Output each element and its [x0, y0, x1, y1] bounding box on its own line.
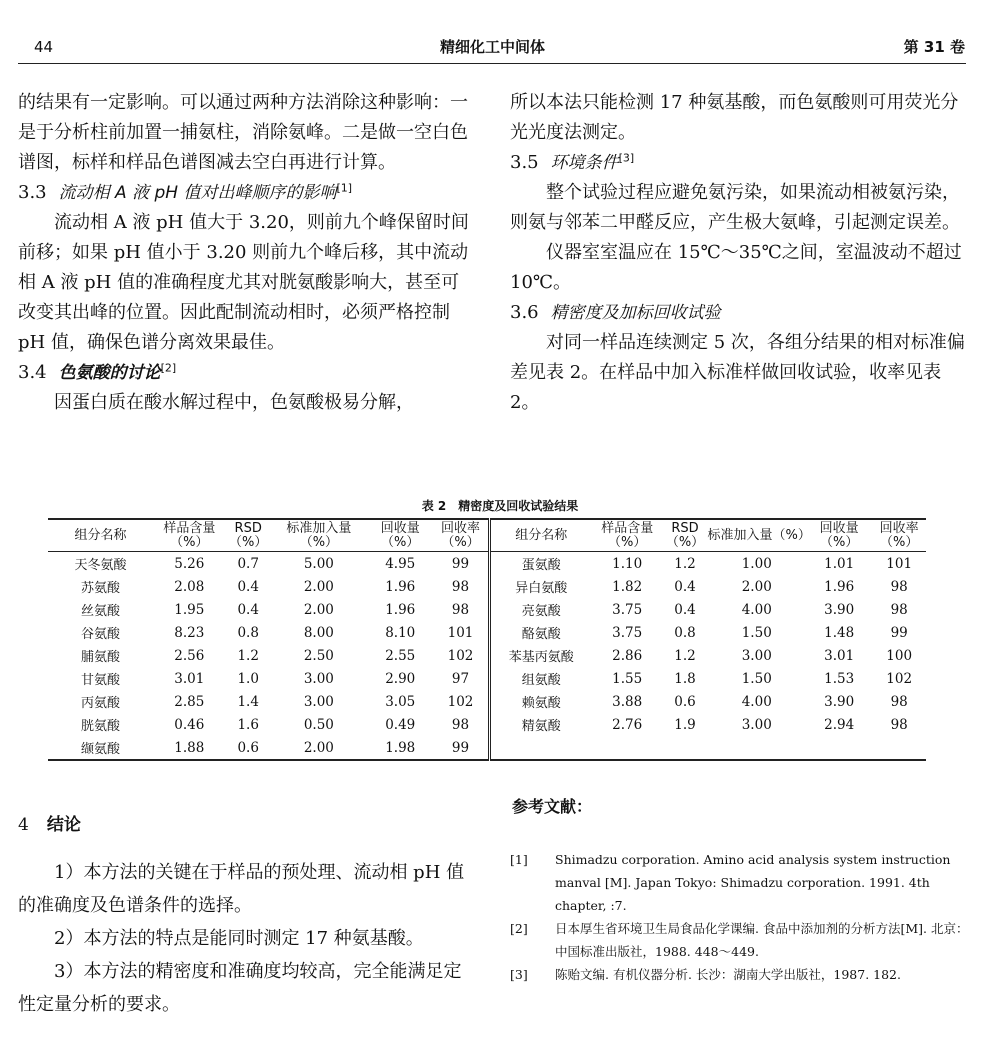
header-cell: 样品含量（%）: [592, 519, 663, 552]
header-rule: [18, 63, 966, 64]
paragraph: 所以本法只能检测 17 种氨基酸，而色氨酸则可用荧光分光光度法测定。: [510, 92, 959, 143]
running-header: [20, 36, 965, 60]
paragraph: 整个试验过程应避免氨污染，如果流动相被氨污染，则氨与邻苯二甲醛反应，产生极大氨峰，引起测定误差。: [510, 182, 960, 233]
conclusion-item: 1）本方法的关键在于样品的预处理、流动相 pH 值的准确度及色谱条件的选择。: [18, 862, 465, 916]
value-cell: 0.7: [237, 555, 259, 572]
section-heading-3-5: 3.5 环境条件[3]: [510, 151, 635, 173]
table-row: [48, 713, 926, 736]
value-cell: 0.4: [674, 578, 696, 595]
value-cell: 98: [433, 598, 489, 621]
header-cell: 标准加入量（%）: [271, 519, 367, 552]
header-cell: 回收率（%）: [433, 519, 489, 552]
conclusion-body: [18, 856, 473, 1021]
value-cell: 1.48: [824, 624, 855, 641]
value-cell: 1.8: [674, 670, 696, 687]
value-cell: 102: [433, 690, 489, 713]
value-cell: 1.4: [237, 693, 259, 710]
value-cell: 98: [890, 693, 908, 710]
amino-acid-name-cell: 谷氨酸: [80, 627, 120, 642]
value-cell: 1.01: [824, 555, 855, 572]
value-cell: 2.76: [612, 716, 643, 733]
value-cell: 1.00: [741, 555, 772, 572]
conclusion-item: 2）本方法的特点是能同时测定 17 种氨基酸。: [54, 928, 424, 949]
amino-acid-name-cell: 赖氨酸: [521, 696, 561, 711]
value-cell: 0.6: [674, 693, 696, 710]
amino-acid-name-cell: 精氨酸: [521, 719, 561, 734]
value-cell: 2.86: [612, 647, 643, 664]
header-cell: RSD（%）: [226, 519, 271, 552]
value-cell: 4.00: [741, 693, 772, 710]
value-cell: 0.4: [237, 578, 259, 595]
value-cell: 1.2: [674, 647, 696, 664]
table-row: [48, 575, 926, 598]
paragraph: 的结果有一定影响。可以通过两种方法消除这种影响：一是于分析柱前加置一捕氨柱，消除氨峰。二是做一空白色谱图，标样和样品色谱图减去空白再进行计算。: [18, 92, 468, 173]
value-cell: 1.82: [612, 578, 643, 595]
value-cell: 99: [433, 552, 489, 576]
header-cell: 回收量（%）: [367, 519, 433, 552]
value-cell: 0.4: [237, 601, 259, 618]
value-cell: 1.96: [824, 578, 855, 595]
volume-label: 第 31 卷: [903, 38, 965, 56]
value-cell: [708, 736, 807, 760]
value-cell: 101: [433, 621, 489, 644]
header-cell: 组分名称: [48, 519, 153, 552]
value-cell: 99: [890, 624, 908, 641]
conclusion-heading: 4 结论: [18, 815, 81, 835]
amino-acid-name-cell: 丝氨酸: [80, 604, 120, 619]
value-cell: 98: [890, 578, 908, 595]
value-cell: 2.56: [174, 647, 205, 664]
amino-acid-name-cell: [489, 736, 592, 760]
paragraph: 流动相 A 液 pH 值大于 3.20，则前九个峰保留时间前移；如果 pH 值小于 3.20 则前九个峰后移，其中流动相 A 液 pH 值的准确程度尤其对胱氨酸影响大，甚至可改变其出峰的位置。因此配制流动相时，必须严格控制 pH 值，确保色谱分离效果最佳。: [18, 212, 469, 353]
amino-acid-name-cell: 缬氨酸: [48, 736, 153, 760]
amino-acid-name-cell: 酪氨酸: [521, 627, 561, 642]
value-cell: 2.55: [385, 647, 416, 664]
value-cell: 8.10: [385, 624, 416, 641]
amino-acid-name-cell: 甘氨酸: [80, 673, 120, 688]
right-column: [510, 88, 968, 418]
value-cell: 4.00: [741, 601, 772, 618]
value-cell: 1.50: [741, 624, 772, 641]
value-cell: 5.26: [174, 555, 205, 572]
page-number: 44: [34, 38, 54, 56]
value-cell: 3.01: [174, 670, 205, 687]
table-row: [48, 552, 926, 576]
header-cell: 样品含量（%）: [153, 519, 226, 552]
value-cell: 3.75: [612, 624, 643, 641]
header-cell: RSD（%）: [663, 519, 708, 552]
amino-acid-name-cell: 蛋氨酸: [521, 558, 561, 573]
value-cell: 3.00: [303, 693, 334, 710]
value-cell: 99: [433, 736, 489, 760]
conclusion-item: 3）本方法的精密度和准确度均较高，完全能满足定性定量分析的要求。: [18, 961, 462, 1015]
value-cell: 102: [433, 644, 489, 667]
references-heading: 参考文献：: [512, 797, 593, 816]
amino-acid-name-cell: 苯基丙氨酸: [508, 650, 574, 665]
value-cell: 2.00: [303, 601, 334, 618]
value-cell: 0.6: [226, 736, 271, 760]
value-cell: 0.50: [303, 716, 334, 733]
header-cell: 回收量（%）: [806, 519, 872, 552]
amino-acid-name-cell: 异白氨酸: [515, 581, 568, 596]
value-cell: 1.6: [237, 716, 259, 733]
value-cell: 98: [890, 601, 908, 618]
paragraph: 因蛋白质在酸水解过程中，色氨酸极易分解，: [54, 392, 414, 413]
value-cell: 3.00: [741, 716, 772, 733]
value-cell: 1.9: [674, 716, 696, 733]
reference-item: [2] 日本厚生省环境卫生局食品化学课编. 食品中添加剂的分析方法[M]. 北京：中国标准出版社，1988. 448～449.: [510, 921, 969, 959]
amino-acid-name-cell: 天冬氨酸: [74, 558, 127, 573]
section-heading-3-4: 3.4 色氨酸的讨论[2]: [18, 361, 177, 383]
amino-acid-name-cell: 苏氨酸: [80, 581, 120, 596]
value-cell: 0.8: [674, 624, 696, 641]
value-cell: 2.90: [385, 670, 416, 687]
table-row: [48, 667, 926, 690]
value-cell: 1.2: [674, 555, 696, 572]
value-cell: 0.8: [237, 624, 259, 641]
value-cell: 1.55: [612, 670, 643, 687]
table-header-row: [48, 519, 926, 552]
table-row: [48, 644, 926, 667]
value-cell: 4.95: [385, 555, 416, 572]
left-column: [18, 88, 473, 418]
value-cell: 102: [886, 670, 913, 687]
paragraph: 对同一样品连续测定 5 次，各组分结果的相对标准偏差见表 2。在样品中加入标准样做回收试验，收率见表 2。: [510, 332, 965, 413]
value-cell: 8.23: [174, 624, 205, 641]
table-caption: 表 2 精密度及回收试验结果: [421, 499, 579, 513]
amino-acid-name-cell: 组氨酸: [521, 673, 561, 688]
amino-acid-name-cell: 亮氨酸: [521, 604, 561, 619]
amino-acid-name-cell: 胱氨酸: [80, 719, 120, 734]
value-cell: 0.4: [674, 601, 696, 618]
value-cell: 97: [433, 667, 489, 690]
value-cell: 98: [433, 575, 489, 598]
value-cell: 1.2: [237, 647, 259, 664]
value-cell: 3.90: [824, 601, 855, 618]
table-row: [48, 736, 926, 760]
value-cell: 0.49: [385, 716, 416, 733]
value-cell: 98: [890, 716, 908, 733]
value-cell: 98: [433, 713, 489, 736]
reference-item: [1] Shimadzu corporation. Amino acid analysis system instruction manval [M]. Japan Tokyo: Shimadzu corporation. 1991. 4th chapter, :7.: [510, 852, 951, 913]
value-cell: 3.75: [612, 601, 643, 618]
table-row: [48, 621, 926, 644]
value-cell: 8.00: [303, 624, 334, 641]
value-cell: 1.95: [174, 601, 205, 618]
value-cell: 3.01: [824, 647, 855, 664]
value-cell: 1.10: [612, 555, 643, 572]
value-cell: 2.85: [174, 693, 205, 710]
references-list: [510, 848, 970, 986]
value-cell: 2.00: [303, 578, 334, 595]
value-cell: 5.00: [303, 555, 334, 572]
value-cell: 1.0: [237, 670, 259, 687]
value-cell: 3.90: [824, 693, 855, 710]
value-cell: [806, 736, 872, 760]
value-cell: 1.53: [824, 670, 855, 687]
value-cell: 1.88: [153, 736, 226, 760]
value-cell: 1.98: [367, 736, 433, 760]
value-cell: 1.96: [385, 601, 416, 618]
header-cell: 标准加入量（%）: [708, 519, 807, 552]
value-cell: 1.96: [385, 578, 416, 595]
amino-acid-name-cell: 脯氨酸: [80, 650, 120, 665]
value-cell: 2.08: [174, 578, 205, 595]
value-cell: [663, 736, 708, 760]
value-cell: 2.94: [824, 716, 855, 733]
value-cell: 0.46: [174, 716, 205, 733]
value-cell: 2.00: [741, 578, 772, 595]
value-cell: 101: [886, 555, 913, 572]
table-row: [48, 598, 926, 621]
header-cell: 回收率（%）: [872, 519, 926, 552]
value-cell: 3.00: [303, 670, 334, 687]
section-heading-3-6: 3.6 精密度及加标回收试验: [510, 302, 721, 323]
value-cell: 3.05: [385, 693, 416, 710]
value-cell: 100: [886, 647, 913, 664]
value-cell: [872, 736, 926, 760]
results-table: [48, 518, 926, 761]
amino-acid-name-cell: 丙氨酸: [80, 696, 120, 711]
paragraph: 仪器室室温应在 15℃～35℃之间，室温波动不超过 10℃。: [510, 242, 962, 293]
value-cell: 2.00: [271, 736, 367, 760]
value-cell: 1.50: [741, 670, 772, 687]
section-heading-3-3: 3.3 流动相 A 液 pH 值对出峰顺序的影响[1]: [18, 181, 353, 203]
journal-title: 精细化工中间体: [439, 38, 545, 56]
value-cell: 3.00: [741, 647, 772, 664]
value-cell: 2.50: [303, 647, 334, 664]
header-cell: 组分名称: [489, 519, 592, 552]
value-cell: 3.88: [612, 693, 643, 710]
reference-item: [3] 陈贻文编. 有机仪器分析. 长沙：湖南大学出版社，1987. 182.: [510, 967, 901, 982]
value-cell: [592, 736, 663, 760]
table-row: [48, 690, 926, 713]
